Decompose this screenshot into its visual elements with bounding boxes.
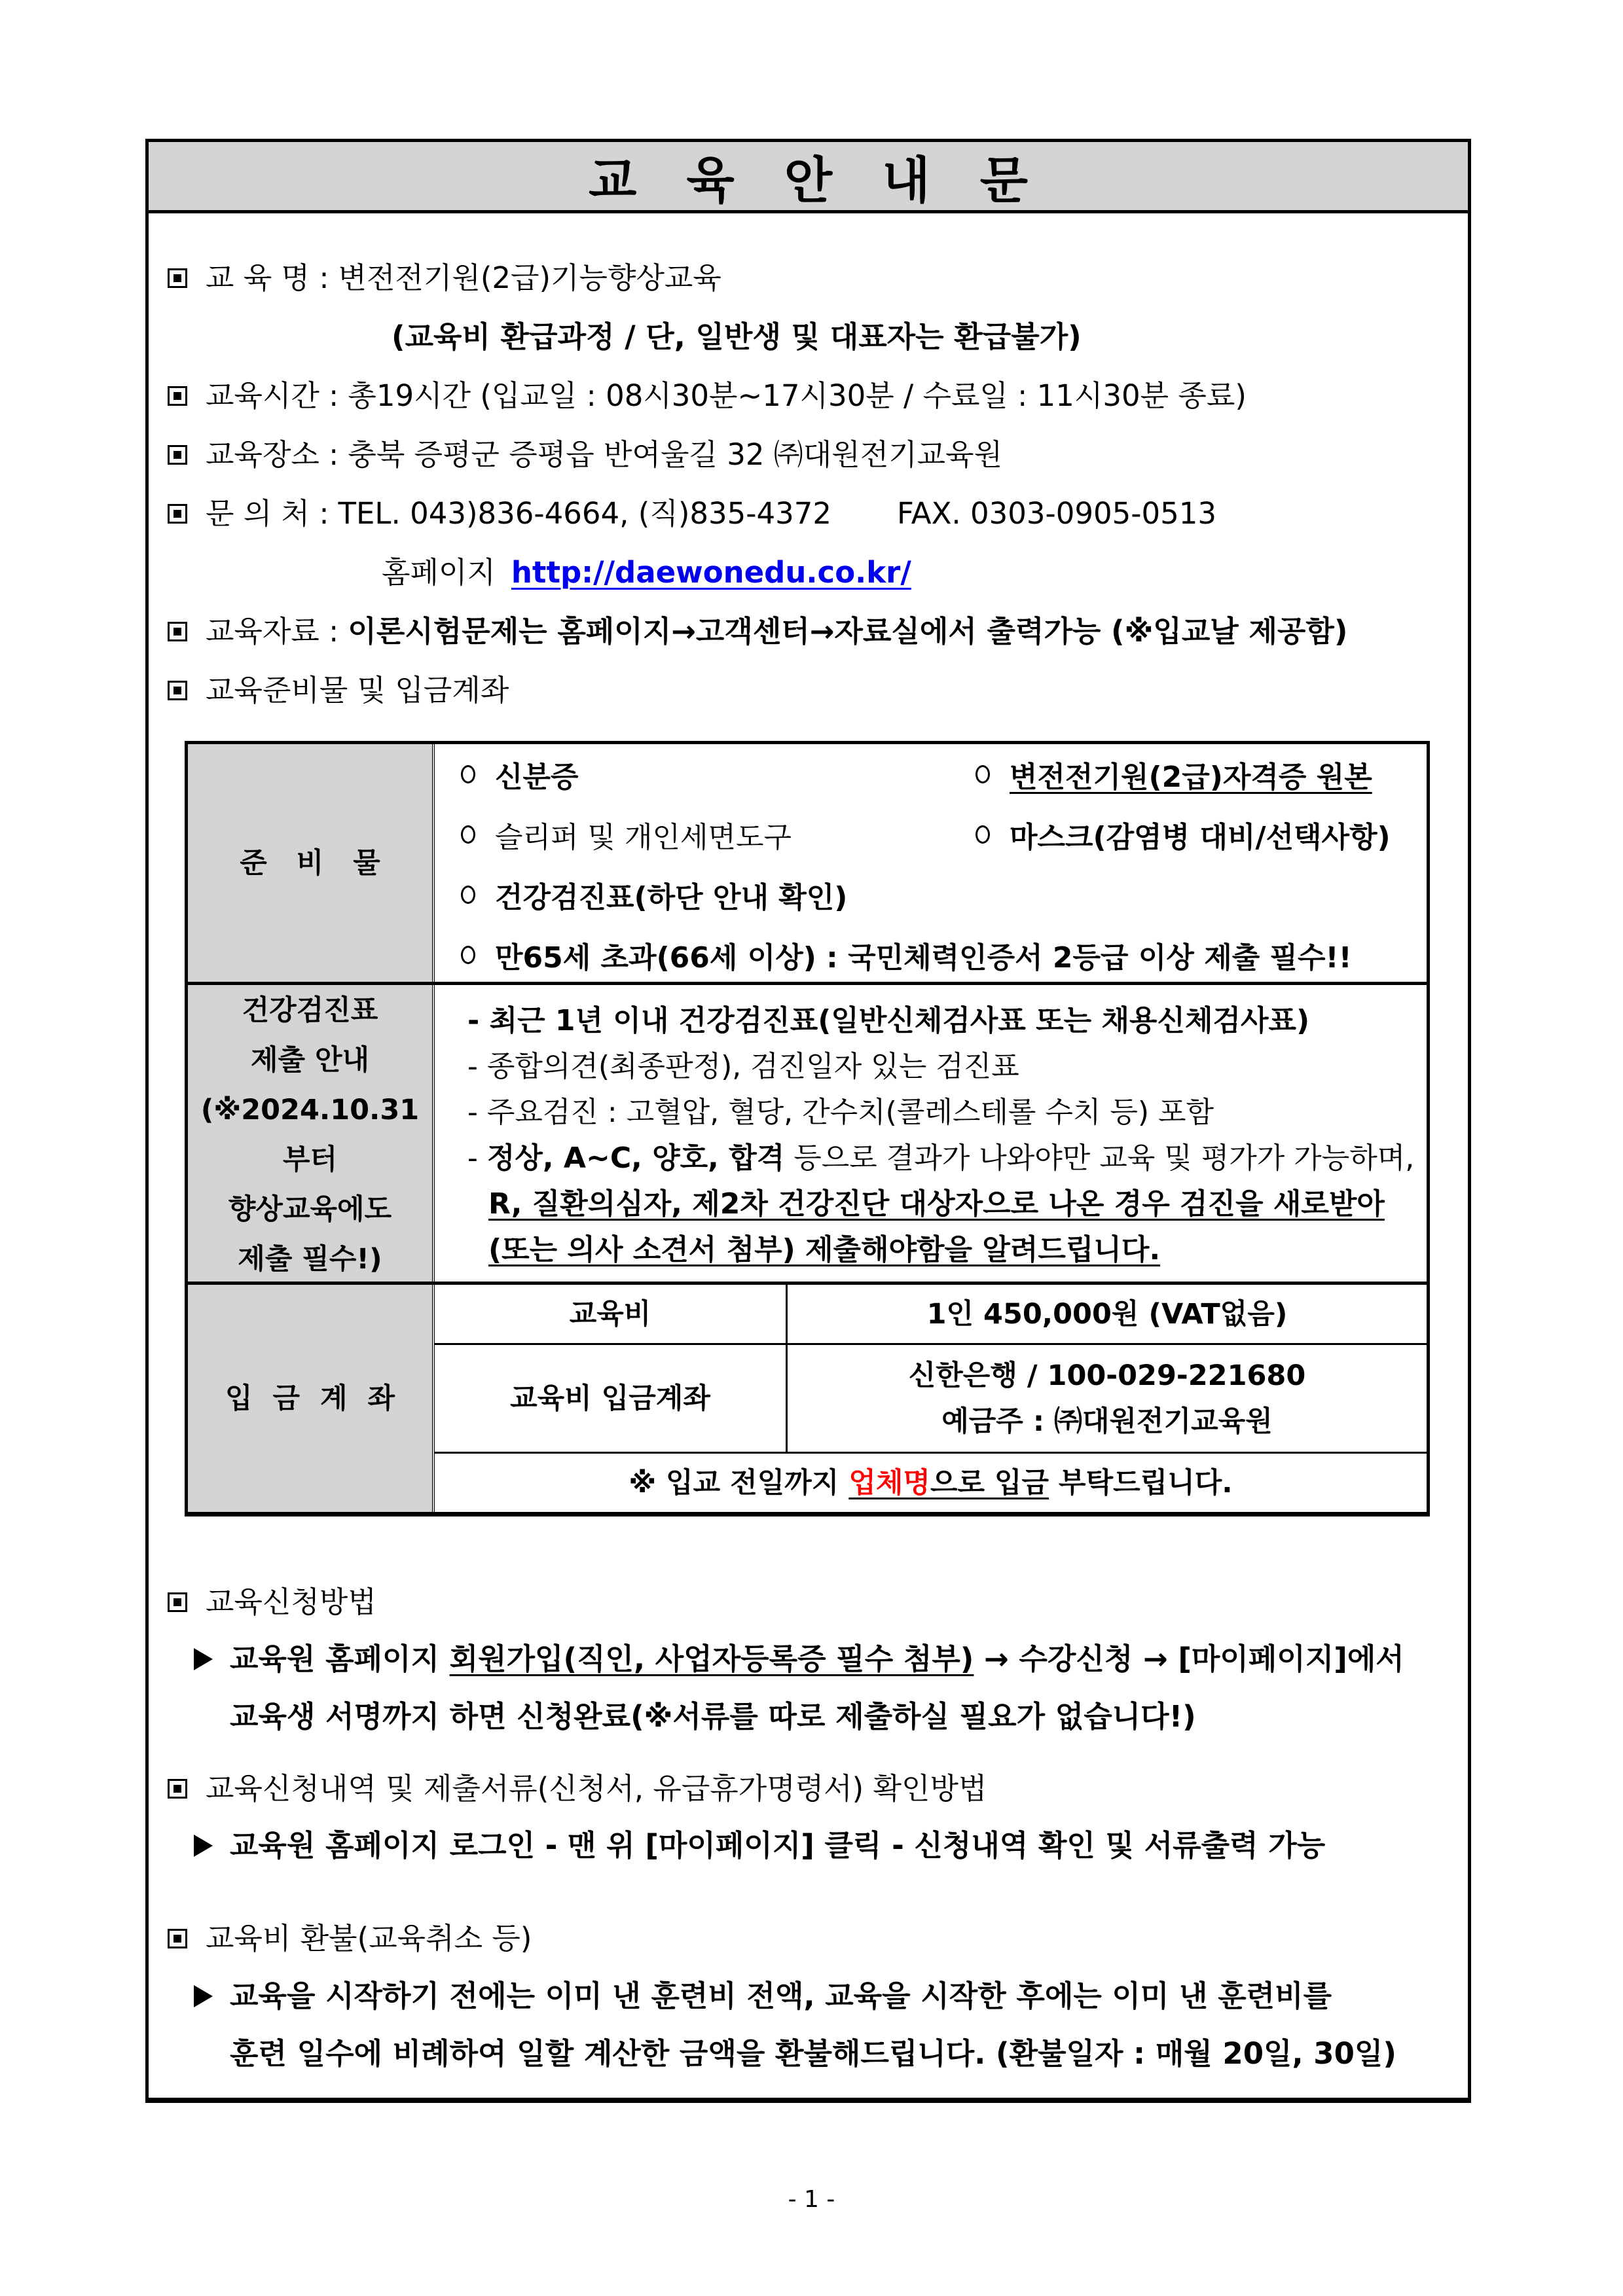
contact-fax: FAX. 0303-0905-0513	[897, 496, 1217, 531]
account-holder: 예금주 : ㈜대원전기교육원	[941, 1405, 1273, 1438]
course-name-row	[168, 259, 721, 298]
prep-item: 건강검진표(하단 안내 확인)	[461, 874, 847, 916]
square-bullet-icon	[168, 1779, 187, 1799]
homepage-link[interactable]: http://daewonedu.co.kr/	[511, 555, 911, 590]
materials-value: 이론시험문제는 홈페이지→고객센터→자료실에서 출력가능 (※입교날 제공함)	[348, 614, 1348, 649]
health-item: - 주요검진 : 고혈압, 혈당, 간수치(콜레스테롤 수치 등) 포함	[467, 1096, 1214, 1129]
title-bar	[149, 142, 1468, 213]
circle-bullet-icon	[461, 946, 475, 964]
contact-row	[168, 494, 1216, 533]
health-warning-line: R, 질환의심자, 제2차 건강진단 대상자으로 나온 경우 검진을 새로받아	[488, 1187, 1385, 1221]
prep-item: 마스크(감염병 대비/선택사항)	[976, 814, 1391, 855]
page-number: - 1 -	[788, 2186, 835, 2213]
fee-label-cell: 교육비	[435, 1285, 788, 1345]
fee-value-cell: 1인 450,000원 (VAT없음)	[788, 1285, 1427, 1345]
refund-line-1: 교육을 시작하기 전에는 이미 낸 훈련비 전액, 교육을 시작한 후에는 이미 낸 훈련비를	[194, 1977, 1332, 2016]
prep-heading: 교육준비물 및 입금계좌	[206, 673, 509, 708]
course-name-value: 변전전기원(2급)기능향상교육	[338, 260, 721, 295]
location-value: 충북 증평군 증평읍 반여울길 32 ㈜대원전기교육원	[348, 437, 1003, 472]
homepage-label: 홈페이지	[382, 555, 496, 590]
health-item: - 정상, A~C, 양호, 합격 등으로 결과가 나와야만 교육 및 평가가 가능하며,	[467, 1141, 1415, 1175]
prep-payment-table	[185, 741, 1430, 1516]
prep-items-cell	[435, 744, 1427, 982]
triangle-bullet-icon	[194, 1648, 213, 1670]
contact-tel: TEL. 043)836-4664, (직)835-4372	[338, 496, 832, 531]
apply-line-1: 교육원 홈페이지 회원가입(직인, 사업자등록증 필수 첨부) → 수강신청 → [마이페이지]에서	[194, 1640, 1404, 1679]
account-label-cell: 교육비 입금계좌	[435, 1345, 788, 1454]
course-name-label: 교 육 명 :	[206, 260, 329, 295]
health-label-cell	[188, 985, 435, 1285]
health-label-line: 향상교육에도	[228, 1193, 392, 1226]
square-bullet-icon	[168, 681, 187, 700]
prep-label-cell	[188, 744, 435, 982]
triangle-bullet-icon	[194, 1835, 213, 1857]
circle-bullet-icon	[976, 825, 990, 844]
circle-bullet-icon	[461, 825, 475, 844]
apply-heading-row	[168, 1583, 376, 1622]
homepage-row	[382, 553, 911, 592]
refund-heading-row	[168, 1919, 532, 1958]
circle-bullet-icon	[461, 886, 475, 904]
square-bullet-icon	[168, 1929, 187, 1948]
title-char: 안	[784, 151, 833, 209]
square-bullet-icon	[168, 386, 187, 406]
payment-label-cell	[188, 1285, 435, 1512]
payment-label: 입 금 계 좌	[225, 1382, 395, 1415]
apply-line-2: 교육생 서명까지 하면 신청완료(※서류를 따로 제출하실 필요가 없습니다!)	[230, 1699, 1196, 1734]
prep-row	[188, 744, 1427, 982]
location-label: 교육장소 :	[206, 437, 339, 472]
square-bullet-icon	[168, 268, 187, 288]
materials-label: 교육자료 :	[206, 614, 339, 649]
course-time-label: 교육시간 :	[206, 378, 339, 413]
health-items-cell	[435, 985, 1427, 1285]
prep-item: 변전전기원(2급)자격증 원본	[976, 753, 1372, 795]
refund-line-2: 훈련 일수에 비례하여 일할 계산한 금액을 환불해드립니다. (환불일자 : 매월 20일, 30일)	[230, 2036, 1396, 2071]
apply-heading: 교육신청방법	[206, 1585, 376, 1619]
title-char: 육	[686, 151, 735, 209]
prep-item: 만65세 초과(66세 이상) : 국민체력인증서 2등급 이상 제출 필수!!	[461, 934, 1352, 976]
check-line-1: 교육원 홈페이지 로그인 - 맨 위 [마이페이지] 클릭 - 신청내역 확인 및 서류출력 가능	[194, 1826, 1325, 1865]
health-item: - 종합의견(최종판정), 검진일자 있는 검진표	[467, 1050, 1019, 1083]
payment-notice: ※ 입교 전일까지 업체명으로 입금 부탁드립니다.	[629, 1466, 1233, 1499]
square-bullet-icon	[168, 1592, 187, 1612]
contact-label: 문 의 처 :	[206, 496, 329, 531]
location-row	[168, 435, 1002, 475]
circle-bullet-icon	[976, 765, 990, 783]
bank-account: 신한은행 / 100-029-221680	[908, 1359, 1306, 1392]
check-heading-row	[168, 1769, 987, 1808]
prep-label: 준 비 물	[240, 846, 380, 880]
prep-heading-row	[168, 671, 509, 710]
title-char: 교	[588, 151, 637, 209]
health-item: - 최근 1년 이내 건강검진표(일반신체검사표 또는 채용신체검사표)	[467, 1004, 1310, 1037]
materials-row	[168, 612, 1347, 651]
health-label-line: 제출 필수!)	[238, 1243, 382, 1276]
prep-item: 슬리퍼 및 개인세면도구	[461, 814, 792, 855]
payment-row	[188, 1282, 1427, 1512]
health-warning-line: (또는 의사 소견서 첨부) 제출해야함을 알려드립니다.	[488, 1233, 1161, 1266]
prep-item: 신분증	[461, 753, 579, 795]
health-label-line: 제출 안내	[250, 1044, 370, 1077]
square-bullet-icon	[168, 622, 187, 641]
account-value-cell	[788, 1345, 1427, 1454]
health-label-line: (※2024.10.31부터	[200, 1094, 420, 1176]
title-char: 내	[882, 151, 930, 209]
triangle-bullet-icon	[194, 1985, 213, 2007]
course-time-row	[168, 376, 1247, 416]
health-label-line: 건강검진표	[242, 994, 378, 1027]
refund-heading: 교육비 환불(교육취소 등)	[206, 1921, 532, 1956]
health-row	[188, 982, 1427, 1285]
payment-notice-cell	[435, 1454, 1427, 1512]
course-refund-note: (교육비 환급과정 / 단, 일반생 및 대표자는 환급불가)	[392, 319, 1082, 354]
circle-bullet-icon	[461, 765, 475, 783]
square-bullet-icon	[168, 445, 187, 465]
check-heading: 교육신청내역 및 제출서류(신청서, 유급휴가명령서) 확인방법	[206, 1771, 987, 1806]
title-char: 문	[979, 151, 1029, 209]
course-time-value: 총19시간 (입교일 : 08시30분~17시30분 / 수료일 : 11시30분 종료)	[348, 378, 1247, 413]
square-bullet-icon	[168, 504, 187, 524]
payment-cells	[435, 1285, 1427, 1512]
